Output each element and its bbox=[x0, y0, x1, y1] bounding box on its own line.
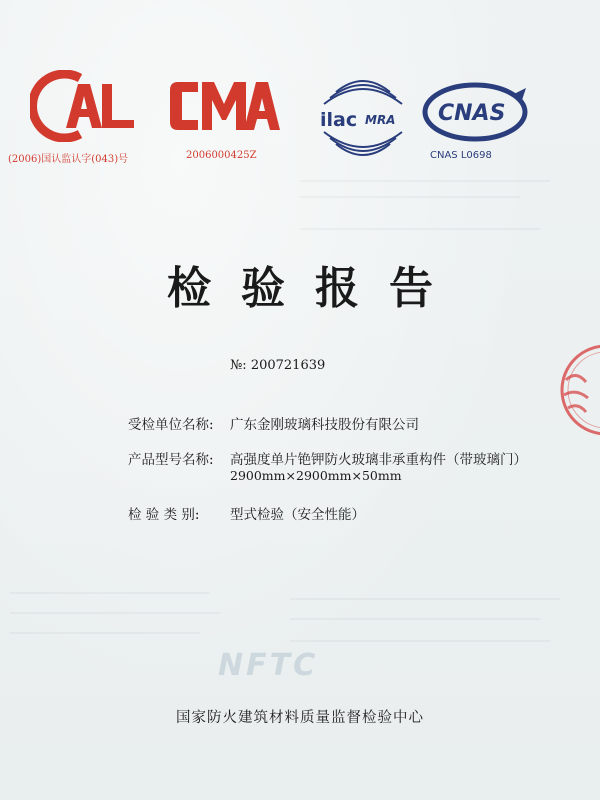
svg-text:CNAS: CNAS bbox=[438, 101, 506, 126]
cal-caption: (2006)国认监认字(043)号 bbox=[8, 154, 129, 165]
report-number: №: 200721639 bbox=[230, 358, 326, 373]
client-label: 受检单位名称: bbox=[128, 417, 214, 433]
type-field bbox=[128, 503, 365, 523]
red-seal-stamp bbox=[556, 340, 600, 440]
product-value: 高强度单片铯钾防火玻璃非承重构件（带玻璃门） bbox=[230, 452, 527, 468]
nftc-watermark: NFTC bbox=[218, 648, 319, 683]
product-field bbox=[128, 448, 527, 468]
product-size: 2900mm×2900mm×50mm bbox=[230, 468, 402, 483]
ilac-mra-logo bbox=[316, 74, 410, 162]
svg-text:ilac: ilac bbox=[320, 109, 358, 131]
report-title: 检验报告 bbox=[167, 263, 463, 314]
cma-caption: 2006000425Z bbox=[186, 150, 257, 161]
issuing-organization: 国家防火建筑材料质量监督检验中心 bbox=[176, 710, 424, 726]
cnas-caption: CNAS L0698 bbox=[430, 150, 492, 161]
product-label: 产品型号名称: bbox=[128, 452, 214, 468]
type-value: 型式检验（安全性能） bbox=[230, 507, 365, 523]
cal-logo bbox=[30, 70, 150, 142]
svg-text:MRA: MRA bbox=[365, 113, 396, 127]
type-label: 检 验 类 别: bbox=[128, 507, 200, 523]
cma-logo bbox=[168, 76, 282, 136]
client-value: 广东金刚玻璃科技股份有限公司 bbox=[230, 417, 419, 433]
cnas-logo bbox=[420, 80, 530, 144]
client-field bbox=[128, 413, 419, 433]
